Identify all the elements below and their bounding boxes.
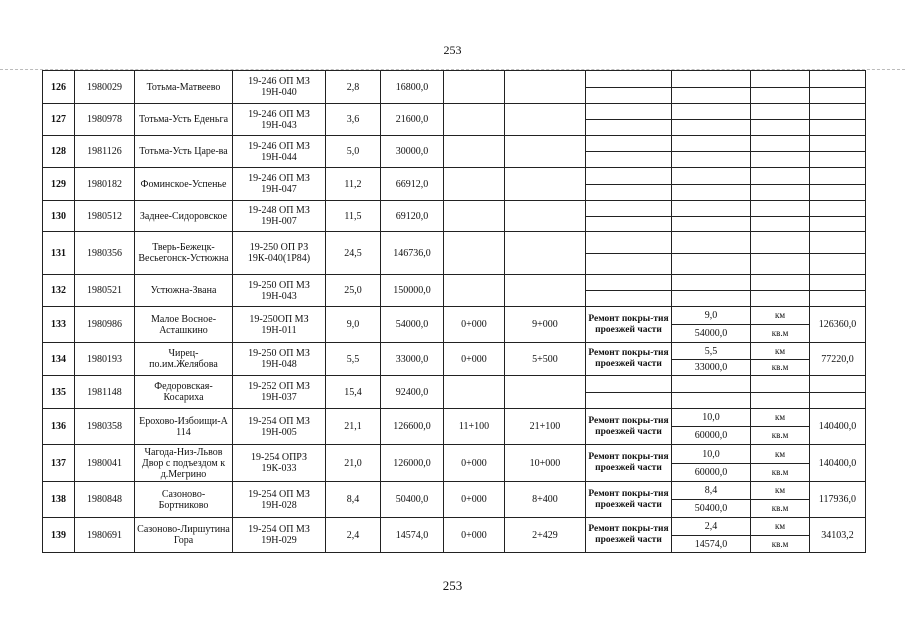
empty-cell [751, 232, 810, 254]
empty-cell [751, 254, 810, 275]
road-code: 1980691 [75, 518, 135, 553]
work-area-unit: кв.м [751, 464, 810, 482]
empty-cell [672, 88, 751, 104]
segment-start [444, 376, 505, 409]
empty-cell [751, 88, 810, 104]
row-number: 139 [43, 518, 75, 553]
road-length: 3,6 [326, 104, 381, 136]
table-row [43, 71, 866, 88]
empty-cell [672, 291, 751, 307]
work-area: 60000,0 [672, 464, 751, 482]
table-row [43, 482, 866, 500]
empty-cell [586, 185, 672, 201]
segment-end: 9+000 [505, 307, 586, 343]
empty-cell [810, 152, 866, 168]
empty-cell [586, 168, 672, 185]
empty-cell [751, 217, 810, 232]
road-code: 1980193 [75, 343, 135, 376]
segment-start: 0+000 [444, 445, 505, 482]
empty-cell [810, 232, 866, 254]
road-area: 16800,0 [381, 71, 444, 104]
table-row [43, 409, 866, 427]
empty-cell [586, 232, 672, 254]
empty-cell [751, 376, 810, 393]
segment-end [505, 71, 586, 104]
road-code: 1981148 [75, 376, 135, 409]
work-cost: 34103,2 [810, 518, 866, 553]
row-number: 135 [43, 376, 75, 409]
work-length: 2,4 [672, 518, 751, 536]
segment-start: 0+000 [444, 343, 505, 376]
work-cost: 117936,0 [810, 482, 866, 518]
road-code: 1981126 [75, 136, 135, 168]
empty-cell [672, 275, 751, 291]
road-area: 21600,0 [381, 104, 444, 136]
empty-cell [586, 291, 672, 307]
road-length: 11,5 [326, 201, 381, 232]
road-category: 19-254 ОПРЗ 19К-033 [233, 445, 326, 482]
table-row [43, 518, 866, 536]
work-length: 8,4 [672, 482, 751, 500]
work-type: Ремонт покры-тия проезжей части [586, 343, 672, 376]
road-name: Тотьма-Усть Еденьга [135, 104, 233, 136]
work-area-unit: кв.м [751, 500, 810, 518]
road-name: Ерохово-Избоищи-А 114 [135, 409, 233, 445]
empty-cell [672, 254, 751, 275]
work-length-unit: км [751, 343, 810, 360]
empty-cell [672, 152, 751, 168]
empty-cell [810, 393, 866, 409]
empty-cell [672, 104, 751, 120]
empty-cell [751, 168, 810, 185]
road-length: 11,2 [326, 168, 381, 201]
road-category: 19-252 ОП МЗ 19Н-037 [233, 376, 326, 409]
work-cost: 140400,0 [810, 445, 866, 482]
row-number: 138 [43, 482, 75, 518]
empty-cell [586, 104, 672, 120]
road-name: Тотьма-Усть Царе-ва [135, 136, 233, 168]
empty-cell [586, 136, 672, 152]
segment-end: 2+429 [505, 518, 586, 553]
road-length: 24,5 [326, 232, 381, 275]
segment-end: 10+000 [505, 445, 586, 482]
road-category: 19-250 ОП РЗ 19К-040(1Р84) [233, 232, 326, 275]
table-row [43, 307, 866, 325]
empty-cell [751, 71, 810, 88]
table-row [43, 136, 866, 152]
empty-cell [810, 136, 866, 152]
work-length-unit: км [751, 482, 810, 500]
road-area: 66912,0 [381, 168, 444, 201]
road-name: Фоминское-Успенье [135, 168, 233, 201]
road-code: 1980029 [75, 71, 135, 104]
road-name: Сазоново-Лиршутина Гора [135, 518, 233, 553]
empty-cell [672, 168, 751, 185]
road-area: 54000,0 [381, 307, 444, 343]
segment-start [444, 71, 505, 104]
empty-cell [751, 120, 810, 136]
work-area-unit: кв.м [751, 360, 810, 376]
road-name: Чирец-по.им.Желябова [135, 343, 233, 376]
empty-cell [810, 201, 866, 217]
empty-cell [810, 275, 866, 291]
work-cost: 77220,0 [810, 343, 866, 376]
row-number: 126 [43, 71, 75, 104]
road-name: Чагода-Низ-Львов Двор с подъездом к д.Мегрино [135, 445, 233, 482]
road-length: 25,0 [326, 275, 381, 307]
road-area: 126000,0 [381, 445, 444, 482]
road-area: 50400,0 [381, 482, 444, 518]
empty-cell [586, 120, 672, 136]
road-category: 19-246 ОП МЗ 19Н-043 [233, 104, 326, 136]
empty-cell [751, 136, 810, 152]
empty-cell [751, 104, 810, 120]
road-name: Устюжна-Звана [135, 275, 233, 307]
segment-end [505, 275, 586, 307]
work-area: 50400,0 [672, 500, 751, 518]
road-category: 19-254 ОП МЗ 19Н-005 [233, 409, 326, 445]
segment-start [444, 136, 505, 168]
empty-cell [586, 71, 672, 88]
road-category: 19-246 ОП МЗ 19Н-040 [233, 71, 326, 104]
table-row [43, 168, 866, 185]
segment-start: 11+100 [444, 409, 505, 445]
empty-cell [810, 88, 866, 104]
road-category: 19-254 ОП МЗ 19Н-028 [233, 482, 326, 518]
table-row [43, 275, 866, 291]
segment-end: 8+400 [505, 482, 586, 518]
road-area: 92400,0 [381, 376, 444, 409]
empty-cell [586, 376, 672, 393]
segment-start [444, 201, 505, 232]
work-area: 54000,0 [672, 325, 751, 343]
road-code: 1980041 [75, 445, 135, 482]
segment-start [444, 275, 505, 307]
table-row [43, 232, 866, 254]
road-category: 19-250ОП МЗ 19Н-011 [233, 307, 326, 343]
segment-end [505, 136, 586, 168]
road-name: Тверь-Бежецк-Весьегонск-Устюжна [135, 232, 233, 275]
work-type: Ремонт покры-тия проезжей части [586, 307, 672, 343]
road-category: 19-254 ОП МЗ 19Н-029 [233, 518, 326, 553]
road-code: 1980986 [75, 307, 135, 343]
row-number: 137 [43, 445, 75, 482]
segment-end: 21+100 [505, 409, 586, 445]
empty-cell [672, 120, 751, 136]
road-length: 21,0 [326, 445, 381, 482]
road-area: 146736,0 [381, 232, 444, 275]
work-type: Ремонт покры-тия проезжей части [586, 409, 672, 445]
segment-start: 0+000 [444, 307, 505, 343]
roads-table [42, 70, 866, 553]
segment-end: 5+500 [505, 343, 586, 376]
road-area: 126600,0 [381, 409, 444, 445]
empty-cell [586, 201, 672, 217]
road-area: 14574,0 [381, 518, 444, 553]
empty-cell [810, 254, 866, 275]
road-name: Сазоново-Бортниково [135, 482, 233, 518]
segment-start [444, 168, 505, 201]
empty-cell [672, 376, 751, 393]
row-number: 128 [43, 136, 75, 168]
road-length: 5,5 [326, 343, 381, 376]
road-length: 8,4 [326, 482, 381, 518]
work-length-unit: км [751, 409, 810, 427]
row-number: 134 [43, 343, 75, 376]
empty-cell [672, 232, 751, 254]
row-number: 129 [43, 168, 75, 201]
segment-start: 0+000 [444, 482, 505, 518]
road-code: 1980358 [75, 409, 135, 445]
work-area-unit: кв.м [751, 536, 810, 553]
work-type: Ремонт покры-тия проезжей части [586, 445, 672, 482]
road-name: Малое Восное-Асташкино [135, 307, 233, 343]
road-length: 15,4 [326, 376, 381, 409]
road-code: 1980978 [75, 104, 135, 136]
work-length-unit: км [751, 518, 810, 536]
empty-cell [810, 291, 866, 307]
segment-end [505, 232, 586, 275]
empty-cell [672, 71, 751, 88]
table-row [43, 376, 866, 393]
empty-cell [586, 217, 672, 232]
empty-cell [672, 136, 751, 152]
road-name: Федоровская-Косариха [135, 376, 233, 409]
table-row [43, 104, 866, 120]
empty-cell [810, 120, 866, 136]
road-code: 1980512 [75, 201, 135, 232]
segment-end [505, 104, 586, 136]
work-area-unit: кв.м [751, 325, 810, 343]
work-type: Ремонт покры-тия проезжей части [586, 518, 672, 553]
road-length: 2,4 [326, 518, 381, 553]
work-length: 10,0 [672, 409, 751, 427]
empty-cell [672, 393, 751, 409]
empty-cell [586, 275, 672, 291]
row-number: 136 [43, 409, 75, 445]
road-length: 21,1 [326, 409, 381, 445]
work-length: 5,5 [672, 343, 751, 360]
page-number-bottom: 253 [442, 578, 463, 593]
empty-cell [751, 275, 810, 291]
empty-cell [810, 168, 866, 185]
work-type: Ремонт покры-тия проезжей части [586, 482, 672, 518]
row-number: 127 [43, 104, 75, 136]
empty-cell [586, 254, 672, 275]
work-length-unit: км [751, 307, 810, 325]
road-category: 19-250 ОП МЗ 19Н-048 [233, 343, 326, 376]
empty-cell [751, 185, 810, 201]
work-length: 10,0 [672, 445, 751, 464]
work-cost: 140400,0 [810, 409, 866, 445]
work-cost: 126360,0 [810, 307, 866, 343]
empty-cell [810, 104, 866, 120]
empty-cell [751, 291, 810, 307]
road-area: 33000,0 [381, 343, 444, 376]
table-row [43, 343, 866, 360]
empty-cell [751, 201, 810, 217]
table-row [43, 201, 866, 217]
row-number: 133 [43, 307, 75, 343]
empty-cell [672, 185, 751, 201]
segment-start [444, 104, 505, 136]
segment-end [505, 168, 586, 201]
road-code: 1980356 [75, 232, 135, 275]
work-area-unit: кв.м [751, 427, 810, 445]
road-length: 9,0 [326, 307, 381, 343]
empty-cell [751, 152, 810, 168]
segment-end [505, 201, 586, 232]
row-number: 131 [43, 232, 75, 275]
work-area: 14574,0 [672, 536, 751, 553]
road-length: 5,0 [326, 136, 381, 168]
road-category: 19-248 ОП МЗ 19Н-007 [233, 201, 326, 232]
empty-cell [810, 185, 866, 201]
road-code: 1980848 [75, 482, 135, 518]
row-number: 130 [43, 201, 75, 232]
segment-end [505, 376, 586, 409]
road-area: 30000,0 [381, 136, 444, 168]
road-category: 19-246 ОП МЗ 19Н-047 [233, 168, 326, 201]
empty-cell [672, 217, 751, 232]
empty-cell [586, 393, 672, 409]
work-length-unit: км [751, 445, 810, 464]
road-name: Заднее-Сидоровское [135, 201, 233, 232]
empty-cell [586, 88, 672, 104]
empty-cell [751, 393, 810, 409]
road-category: 19-246 ОП МЗ 19Н-044 [233, 136, 326, 168]
road-area: 150000,0 [381, 275, 444, 307]
table-row [43, 445, 866, 464]
work-area: 60000,0 [672, 427, 751, 445]
road-code: 1980182 [75, 168, 135, 201]
page-number-top: 253 [443, 43, 462, 57]
work-area: 33000,0 [672, 360, 751, 376]
row-number: 132 [43, 275, 75, 307]
segment-start: 0+000 [444, 518, 505, 553]
road-name: Тотьма-Матвеево [135, 71, 233, 104]
road-category: 19-250 ОП МЗ 19Н-043 [233, 275, 326, 307]
road-area: 69120,0 [381, 201, 444, 232]
empty-cell [810, 71, 866, 88]
work-length: 9,0 [672, 307, 751, 325]
empty-cell [586, 152, 672, 168]
empty-cell [810, 217, 866, 232]
road-code: 1980521 [75, 275, 135, 307]
road-length: 2,8 [326, 71, 381, 104]
empty-cell [810, 376, 866, 393]
empty-cell [672, 201, 751, 217]
segment-start [444, 232, 505, 275]
